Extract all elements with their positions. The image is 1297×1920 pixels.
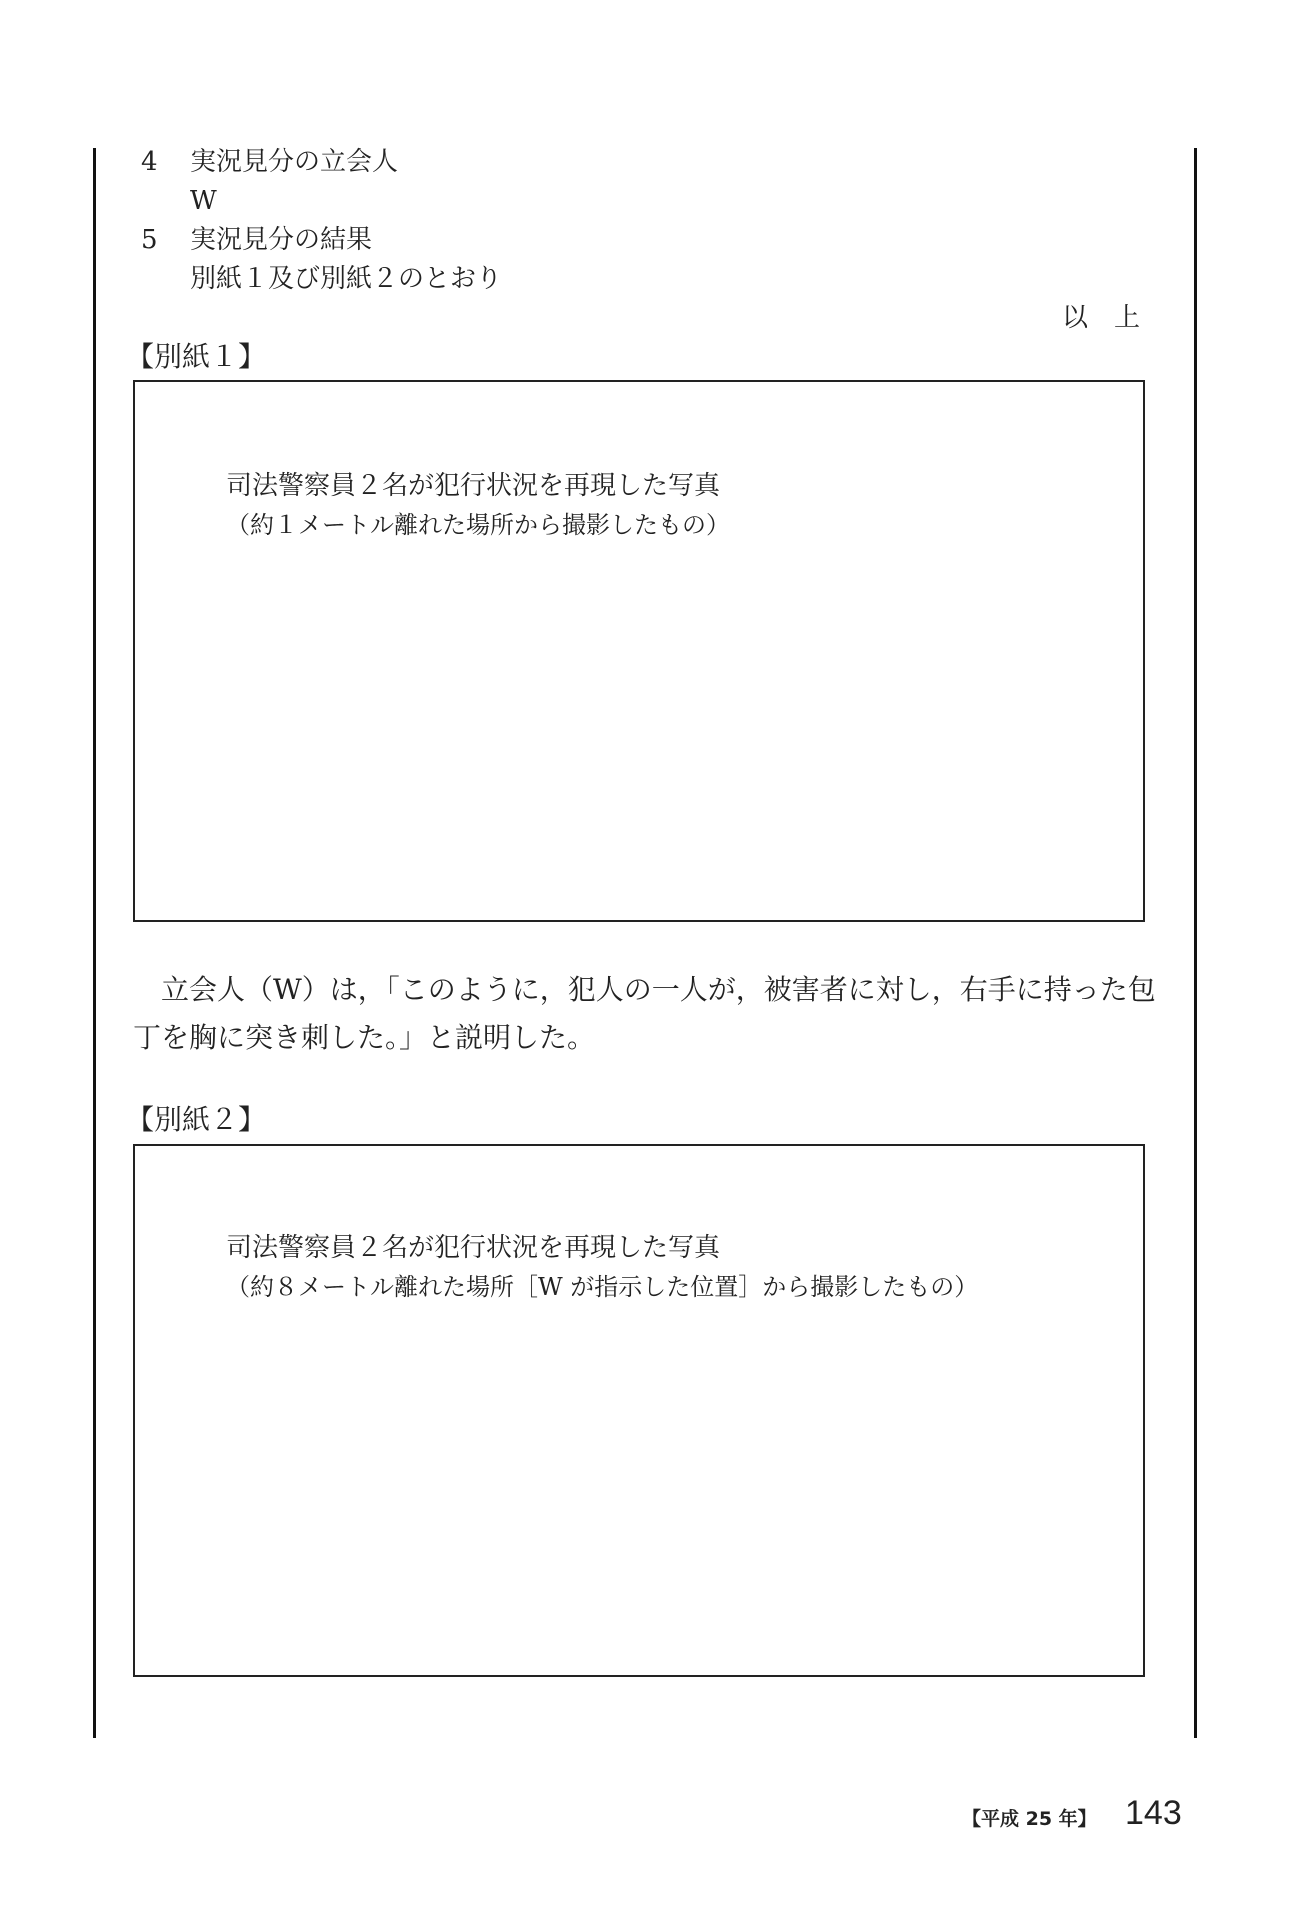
closing-mark: 以 上	[1062, 303, 1141, 333]
footer-era-tag: 【平成 25 年】	[962, 1808, 1097, 1830]
attachment2-label: 【別紙２】	[126, 1103, 267, 1136]
attachment2-caption-title: 司法警察員２名が犯行状況を再現した写真	[226, 1233, 721, 1263]
attachment1-label: 【別紙１】	[126, 340, 267, 373]
attachment2-caption-note: （約８メートル離れた場所［W が指示した位置］から撮影したもの）	[226, 1273, 979, 1301]
item-number: 5	[141, 225, 158, 255]
item-detail: 別紙１及び別紙２のとおり	[190, 264, 503, 294]
witness-statement: 立会人（W）は，「このように，犯人の一人が，被害者に対し，右手に持った包丁を胸に突き刺した。」と説明した。	[133, 973, 1156, 1054]
right-margin-rule	[1194, 148, 1197, 1738]
item-detail: W	[190, 186, 217, 216]
attachment1-photo-frame	[133, 380, 1145, 922]
attachment1-caption-title: 司法警察員２名が犯行状況を再現した写真	[226, 471, 721, 501]
attachment1-caption-note: （約１メートル離れた場所から撮影したもの）	[226, 511, 730, 539]
item-number: 4	[141, 147, 158, 177]
attachment2-photo-frame	[133, 1144, 1145, 1677]
item-heading: 実況見分の立会人	[190, 147, 399, 177]
page-number: 143	[1125, 1794, 1182, 1832]
item-heading: 実況見分の結果	[190, 225, 373, 255]
left-margin-rule	[93, 148, 96, 1738]
